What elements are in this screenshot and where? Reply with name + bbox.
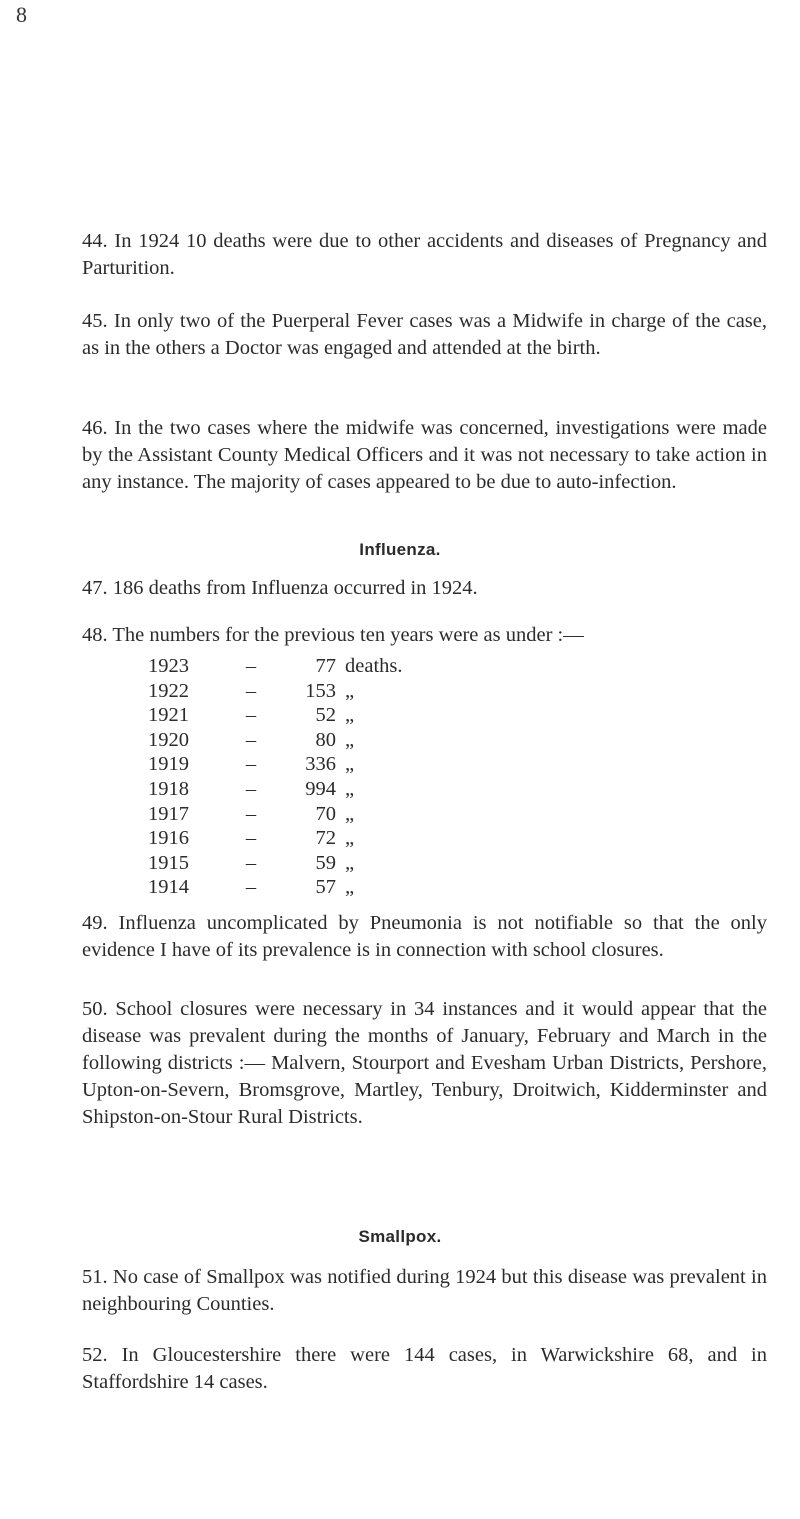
count-cell: 153 xyxy=(305,679,336,702)
table-row xyxy=(148,679,403,704)
year-cell: 1916 xyxy=(148,827,189,850)
page-number: 8 xyxy=(16,2,27,27)
table-row xyxy=(148,875,403,900)
unit-cell: „ xyxy=(345,777,355,800)
dash-cell: – xyxy=(245,827,257,850)
table-row xyxy=(148,728,403,753)
dash-cell: – xyxy=(245,728,257,751)
paragraph-48: 48. The numbers for the previous ten years were as under :— xyxy=(82,624,584,646)
dash-cell: – xyxy=(245,655,257,677)
table-row xyxy=(148,703,403,728)
unit-cell: „ xyxy=(345,704,355,727)
paragraph-50: 50. School closures were necessary in 34 instances and it would appear that the disease was prevalent during the months of January, February and March in the following districts :— Malvern, Stourport and Evesham Urban Districts, Pershore, Upton-on-Severn, Bromsgrove, Martley, Tenbury, Droitwich, Kidderminster and Shipston-on-Stour Rural Districts. xyxy=(82,998,767,1128)
influenza-heading: Influenza. xyxy=(359,540,441,559)
dash-cell: – xyxy=(245,777,257,800)
count-cell: 72 xyxy=(315,827,336,850)
influenza-deaths-table xyxy=(148,654,403,900)
count-cell: 336 xyxy=(305,753,336,776)
unit-cell: deaths. xyxy=(345,655,403,677)
unit-cell: „ xyxy=(345,679,355,702)
count-cell: 70 xyxy=(315,802,336,825)
dash-cell: – xyxy=(245,704,257,727)
table-row xyxy=(148,851,403,876)
unit-cell: „ xyxy=(345,876,355,899)
dash-cell: – xyxy=(245,851,257,874)
dash-cell: – xyxy=(245,753,257,776)
unit-cell: „ xyxy=(345,728,355,751)
count-cell: 52 xyxy=(315,704,336,727)
paragraph-52: 52. In Gloucestershire there were 144 cases, in Warwickshire 68, and in Staffordshire 14 cases. xyxy=(82,1344,767,1393)
unit-cell: „ xyxy=(345,827,355,850)
paragraph-46: 46. In the two cases where the midwife was concerned, investigations were made by the Assistant County Medical Officers and it was not necessary to take action in any instance. The majority of cases appeared to be due to auto-infection. xyxy=(82,417,767,493)
dash-cell: – xyxy=(245,876,257,899)
table-row xyxy=(148,777,403,802)
unit-cell: „ xyxy=(345,753,355,776)
count-cell: 994 xyxy=(305,777,336,800)
year-cell: 1918 xyxy=(148,777,189,800)
year-cell: 1920 xyxy=(148,728,189,751)
dash-cell: – xyxy=(245,679,257,702)
year-cell: 1922 xyxy=(148,679,189,702)
table-row xyxy=(148,826,403,851)
paragraph-45: 45. In only two of the Puerperal Fever cases was a Midwife in charge of the case, as in the others a Doctor was engaged and attended at the birth. xyxy=(82,310,767,359)
dash-cell: – xyxy=(245,802,257,825)
year-cell: 1919 xyxy=(148,753,189,776)
table-row xyxy=(148,802,403,827)
paragraph-44: 44. In 1924 10 deaths were due to other accidents and diseases of Pregnancy and Parturition. xyxy=(82,230,767,279)
year-cell: 1917 xyxy=(148,802,189,825)
year-cell: 1923 xyxy=(148,655,189,677)
year-cell: 1915 xyxy=(148,851,189,874)
year-cell: 1921 xyxy=(148,704,189,727)
unit-cell: „ xyxy=(345,802,355,825)
paragraph-51: 51. No case of Smallpox was notified during 1924 but this disease was prevalent in neighbouring Counties. xyxy=(82,1266,767,1315)
paragraph-47: 47. 186 deaths from Influenza occurred in 1924. xyxy=(82,577,478,599)
paragraph-49: 49. Influenza uncomplicated by Pneumonia is not notifiable so that the only evidence I have of its prevalence is in connection with school closures. xyxy=(82,912,767,961)
table-row xyxy=(148,752,403,777)
count-cell: 80 xyxy=(315,728,336,751)
smallpox-heading: Smallpox. xyxy=(358,1227,442,1246)
year-cell: 1914 xyxy=(148,876,189,899)
unit-cell: „ xyxy=(345,851,355,874)
table-row xyxy=(148,654,403,679)
count-cell: 77 xyxy=(315,655,336,677)
count-cell: 59 xyxy=(315,851,336,874)
count-cell: 57 xyxy=(315,876,336,899)
